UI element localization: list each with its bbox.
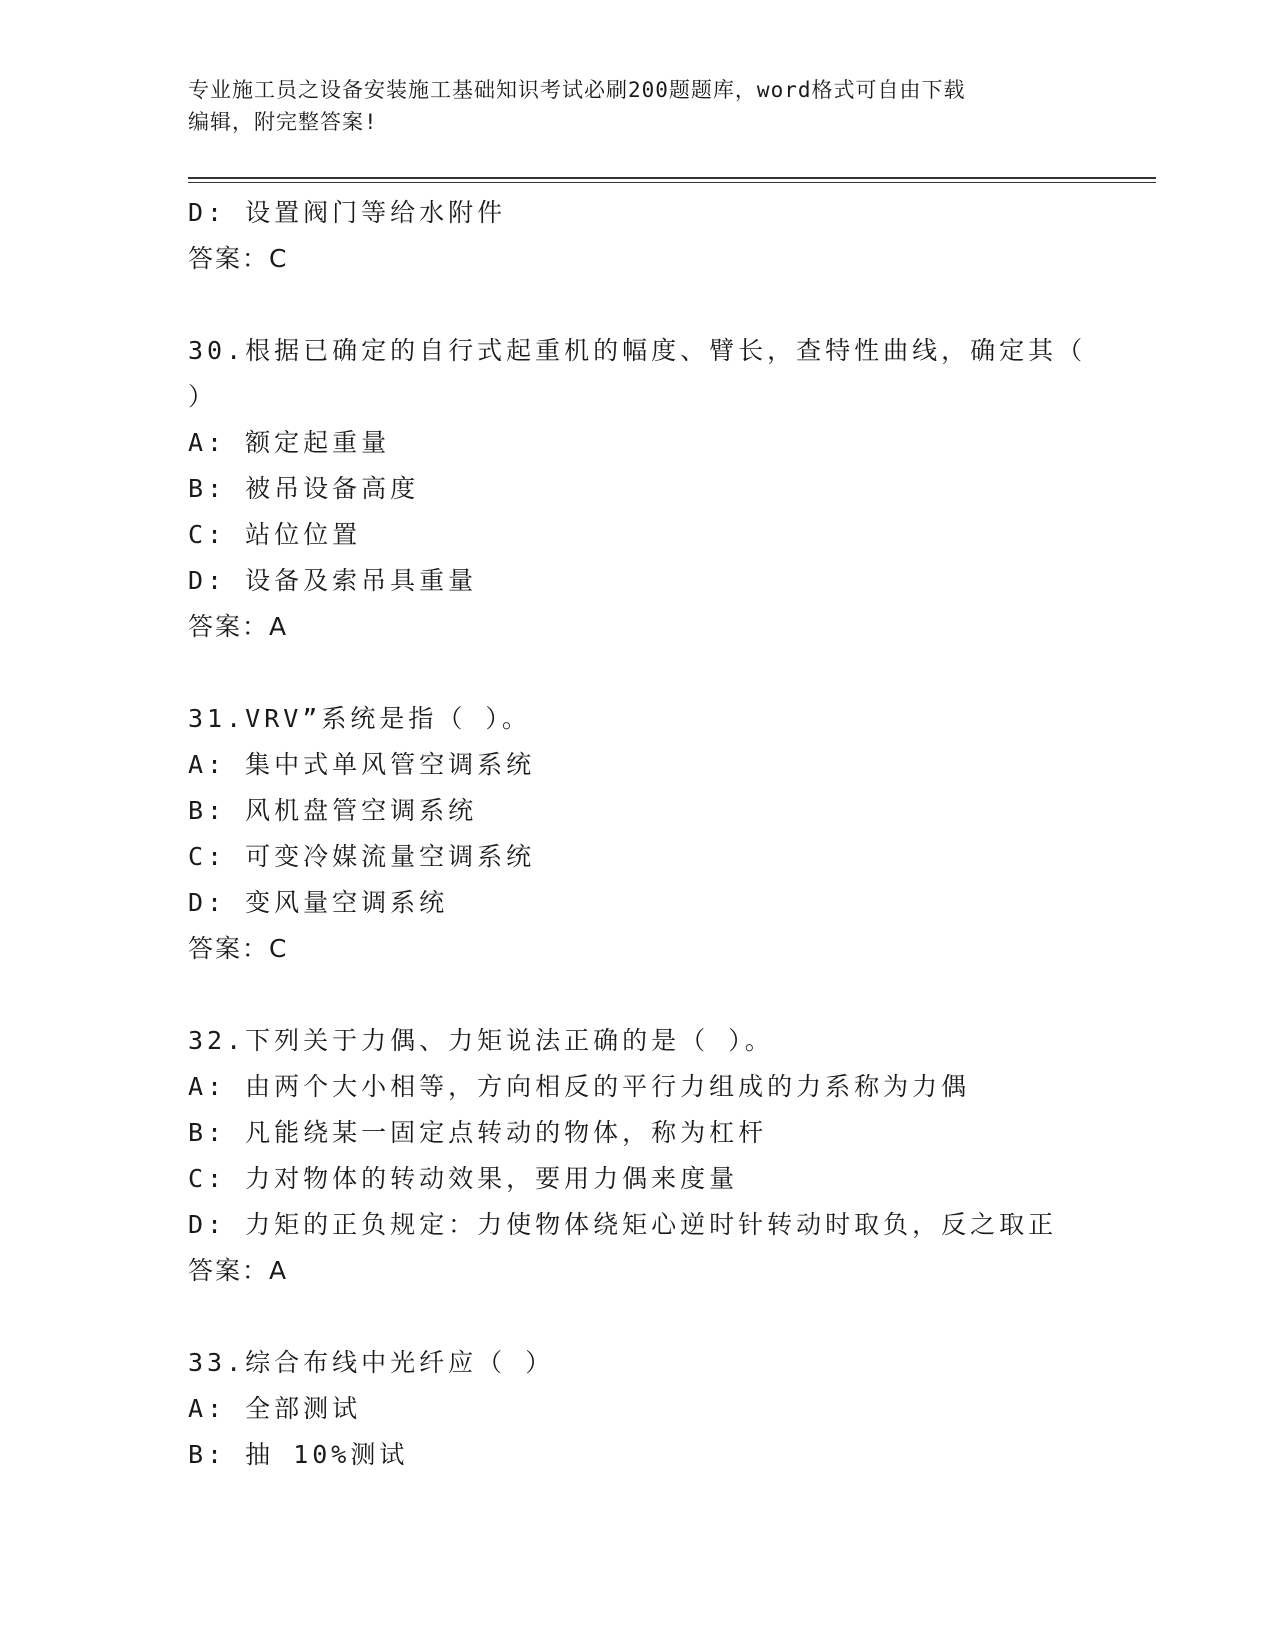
- spacer: [188, 972, 1088, 1018]
- option-a: A: 全部测试: [188, 1394, 362, 1423]
- document-header: [188, 74, 1088, 138]
- question-stem: 30.根据已确定的自行式起重机的幅度、臂长，查特性曲线，确定其（: [188, 336, 1087, 365]
- option-c: C: 站位位置: [188, 520, 362, 549]
- answer: 答案：C: [188, 934, 289, 963]
- option-d: D: 设置阀门等给水附件: [188, 198, 507, 227]
- option-a: A: 集中式单风管空调系统: [188, 750, 536, 779]
- option-a: A: 由两个大小相等，方向相反的平行力组成的力系称为力偶: [188, 1072, 971, 1101]
- header-divider-thin: [188, 182, 1156, 183]
- answer: 答案：A: [188, 612, 289, 641]
- option-b: B: 被吊设备高度: [188, 474, 420, 503]
- question-32: [188, 1018, 1088, 1294]
- question-stem: 31.VRV”系统是指（ ）。: [188, 704, 531, 733]
- option-a: A: 额定起重量: [188, 428, 391, 457]
- option-d: D: 力矩的正负规定：力使物体绕矩心逆时针转动时取负，反之取正: [188, 1210, 1058, 1239]
- header-line-1: 专业施工员之设备安装施工基础知识考试必刷200题题库，word格式可自由下载: [188, 78, 966, 102]
- question-31: [188, 696, 1088, 972]
- answer: 答案：C: [188, 244, 289, 273]
- option-b: B: 凡能绕某一固定点转动的物体，称为杠杆: [188, 1118, 768, 1147]
- question-30: [188, 328, 1088, 650]
- question-stem-continued: ）: [188, 382, 218, 411]
- question-stem: 32.下列关于力偶、力矩说法正确的是（ ）。: [188, 1026, 774, 1055]
- option-c: C: 可变冷媒流量空调系统: [188, 842, 536, 871]
- spacer: [188, 1294, 1088, 1340]
- header-divider-thick: [188, 177, 1156, 179]
- option-d: D: 变风量空调系统: [188, 888, 449, 917]
- spacer: [188, 282, 1088, 328]
- option-b: B: 抽 10%测试: [188, 1440, 409, 1469]
- question-29-tail: [188, 190, 1088, 282]
- option-d: D: 设备及索吊具重量: [188, 566, 478, 595]
- answer: 答案：A: [188, 1256, 289, 1285]
- question-33: [188, 1340, 1088, 1478]
- option-b: B: 风机盘管空调系统: [188, 796, 478, 825]
- option-c: C: 力对物体的转动效果，要用力偶来度量: [188, 1164, 739, 1193]
- header-line-2: 编辑，附完整答案!: [188, 110, 378, 134]
- spacer: [188, 650, 1088, 696]
- question-list: [188, 190, 1088, 1478]
- question-stem: 33.综合布线中光纤应（ ）: [188, 1348, 555, 1377]
